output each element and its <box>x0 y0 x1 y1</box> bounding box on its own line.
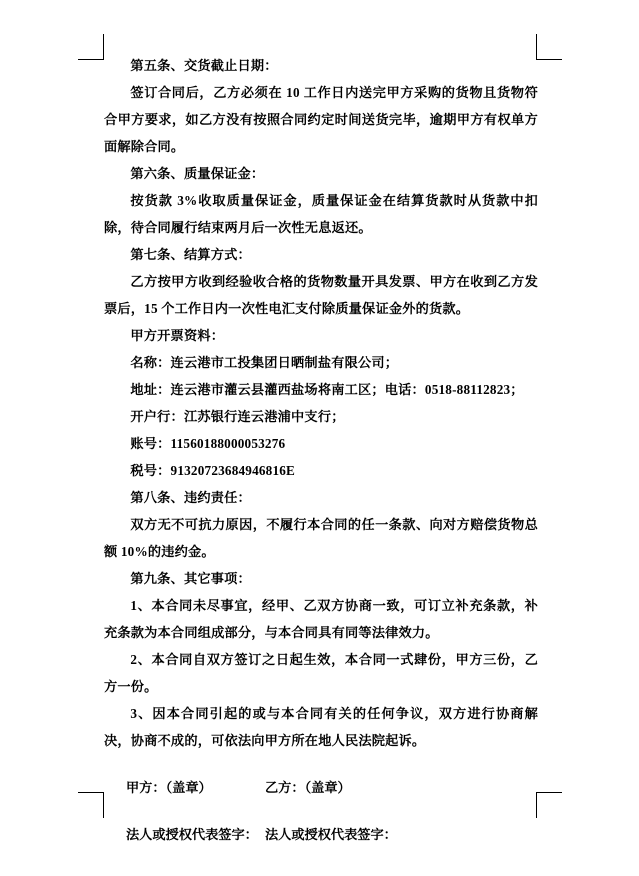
party-b-representative-label: 法人或授权代表签字： <box>265 827 397 842</box>
party-a-representative-label: 法人或授权代表签字： <box>126 827 258 842</box>
clause-7-text: 乙方按甲方收到经验收合格的货物数量开具发票、甲方在收到乙方发票后，15 个工作日内一次性电汇支付除质量保证金外的货款。 <box>104 274 538 316</box>
clause-9-item-3: 3、因本合同引起的或与本合同有关的任何争议，双方进行协商解决，协商不成的，可依法向甲方所在地人民法院起诉。 <box>104 706 538 748</box>
invoice-tax-number: 税号：91320723684946816E <box>130 463 296 478</box>
crop-mark-top-left <box>78 34 104 60</box>
invoice-company-name: 名称：连云港市工投集团日晒制盐有限公司； <box>130 355 399 370</box>
party-b-seal-label: 乙方：（盖章） <box>265 780 351 795</box>
clause-5-heading: 第五条、交货截止日期： <box>130 58 278 73</box>
clause-9-item-1: 1、本合同未尽事宜，经甲、乙双方协商一致，可订立补充条款，补充条款为本合同组成部分，与本合同具有同等法律效力。 <box>104 598 538 640</box>
signature-row-representative <box>104 821 538 848</box>
clause-6-text: 按货款 3%收取质量保证金，质量保证金在结算货款时从货款中扣除，待合同履行结束两月后一次性无息返还。 <box>104 193 538 235</box>
clause-5-text: 签订合同后，乙方必须在 10 工作日内送完甲方采购的货物且货物符合甲方要求，如乙方没有按照合同约定时间送货完毕，逾期甲方有权单方面解除合同。 <box>104 85 538 154</box>
signature-spacer-middle <box>104 801 538 821</box>
clause-9-heading: 第九条、其它事项： <box>130 571 251 586</box>
clause-6-heading: 第六条、质量保证金： <box>130 166 265 181</box>
crop-mark-bottom-right <box>536 792 562 818</box>
clause-9-item-2: 2、本合同自双方签订之日起生效，本合同一式肆份，甲方三份，乙方一份。 <box>104 652 538 694</box>
clause-8-heading: 第八条、违约责任： <box>130 490 251 505</box>
clause-8-text: 双方无不可抗力原因，不履行本合同的任一条款、向对方赔偿货物总额 10%的违约金。 <box>104 517 538 559</box>
invoice-account-number: 账号：11560188000053276 <box>130 436 286 451</box>
contract-text-body <box>104 52 538 848</box>
signature-row-seal <box>104 774 538 801</box>
party-a-seal-label: 甲方：（盖章） <box>126 780 212 795</box>
crop-mark-bottom-left <box>78 792 104 818</box>
invoice-address-phone: 地址：连云港市灌云县灌西盐场将南工区；电话：0518-88112823； <box>130 382 524 397</box>
clause-7-heading: 第七条、结算方式： <box>130 247 251 262</box>
signature-spacer-top <box>104 754 538 774</box>
crop-mark-top-right <box>536 34 562 60</box>
invoice-info-heading: 甲方开票资料： <box>130 328 225 343</box>
invoice-bank: 开户行：江苏银行连云港浦中支行； <box>130 409 345 424</box>
